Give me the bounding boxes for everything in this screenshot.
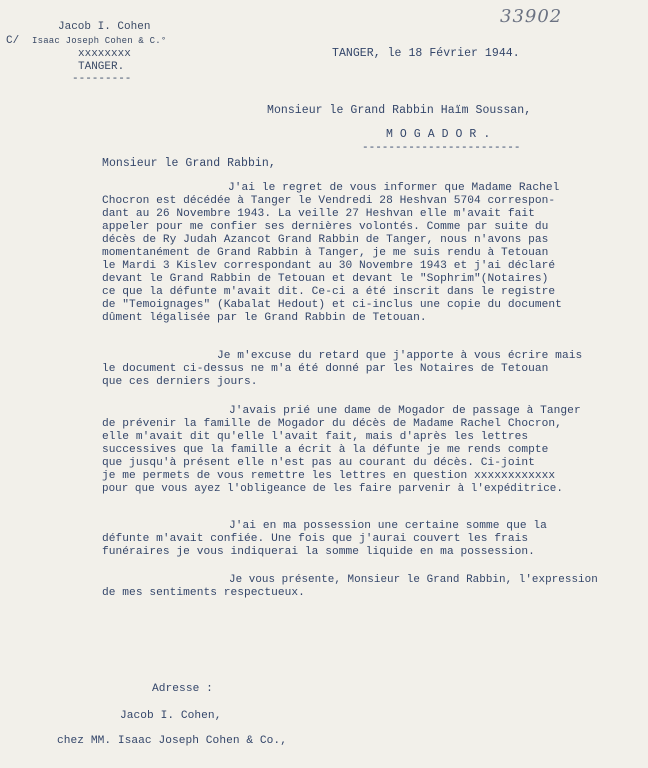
sender-prefix: C/ (6, 35, 20, 47)
body-line: je me permets de vous remettre les lettres en question xxxxxxxxxxxx (102, 470, 556, 482)
body-line: Je m'excuse du retard que j'apporte à vous écrire mais (217, 350, 583, 362)
body-line: successives que la famille a écrit à la défunte je me rends compte (102, 444, 549, 456)
body-line: de mes sentiments respectueux. (102, 587, 305, 599)
address-line1: Jacob I. Cohen, (120, 710, 222, 722)
sender-name: Jacob I. Cohen (58, 21, 151, 33)
sender-city: TANGER. (78, 61, 125, 73)
sender-company: Isaac Joseph Cohen & C.° (32, 36, 167, 46)
body-line: pour que vous ayez l'obligeance de les faire parvenir à l'expéditrice. (102, 483, 563, 495)
body-line: J'ai le regret de vous informer que Madame Rachel (228, 182, 560, 194)
body-line: funéraires je vous indiquerai la somme liquide en ma possession. (102, 546, 535, 558)
body-line: de "Temoignages" (Kabalat Hedout) et ci-inclus une copie du document (102, 299, 562, 311)
body-line: J'ai en ma possession une certaine somme que la (229, 520, 547, 532)
body-line: Je vous présente, Monsieur le Grand Rabbin, l'expression (229, 574, 598, 586)
body-line: ce que la défunte m'avait dit. Ce-ci a été inscrit dans le registre (102, 286, 556, 298)
body-line: elle m'avait dit qu'elle l'avait fait, mais d'après les lettres (102, 431, 529, 443)
recipient-line2: M O G A D O R . (386, 128, 491, 141)
body-line: momentanément de Grand Rabbin à Tanger, je me suis rendu à Tetouan (102, 247, 549, 259)
place-date: TANGER, le 18 Février 1944. (332, 47, 520, 60)
archive-number: 33902 (500, 6, 563, 27)
body-line: décès de Ry Judah Azancot Grand Rabbin de Tanger, nous n'avons pas (102, 234, 549, 246)
address-line2: chez MM. Isaac Joseph Cohen & Co., (57, 735, 287, 747)
sender-struck: xxxxxxxx (78, 48, 131, 60)
body-line: devant le Grand Rabbin de Tetouan et devant le "Sophrim"(Notaires) (102, 273, 549, 285)
body-line: J'avais prié une dame de Mogador de passage à Tanger (229, 405, 581, 417)
body-line: que jusqu'à présent elle n'est pas au courant du décès. Ci-joint (102, 457, 535, 469)
address-label: Adresse : (152, 683, 213, 695)
recipient-line1: Monsieur le Grand Rabbin Haïm Soussan, (267, 104, 532, 117)
body-line: dûment légalisée par le Grand Rabbin de Tetouan. (102, 312, 427, 324)
body-line: que ces derniers jours. (102, 376, 258, 388)
body-line: dant au 26 Novembre 1943. La veille 27 Heshvan elle m'avait fait (102, 208, 535, 220)
body-line: défunte m'avait confiée. Une fois que j'aurai couvert les frais (102, 533, 529, 545)
sender-underline: --------- (72, 73, 132, 85)
body-line: appeler pour me confier ses dernières volontés. Comme par suite du (102, 221, 549, 233)
recipient-underline: ------------------------ (362, 142, 521, 154)
body-line: le Mardi 3 Kislev correspondant au 30 Novembre 1943 et j'ai déclaré (102, 260, 556, 272)
body-line: Chocron est décédée à Tanger le Vendredi 28 Heshvan 5704 correspon- (102, 195, 556, 207)
body-line: de prévenir la famille de Mogador du décès de Madame Rachel Chocron, (102, 418, 562, 430)
salutation: Monsieur le Grand Rabbin, (102, 157, 276, 170)
body-line: le document ci-dessus ne m'a été donné par les Notaires de Tetouan (102, 363, 549, 375)
